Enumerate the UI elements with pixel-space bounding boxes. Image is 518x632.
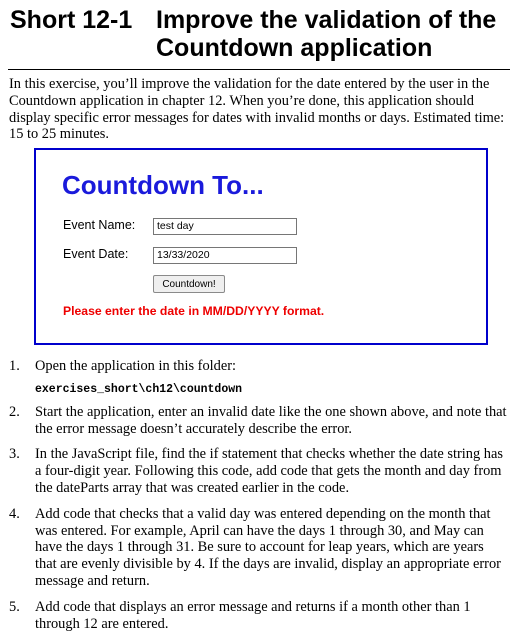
step-number: 4. bbox=[9, 505, 20, 522]
event-name-label: Event Name: bbox=[63, 218, 136, 232]
step-number: 2. bbox=[9, 403, 20, 420]
step-text: Add code that displays an error message and returns if a month other than 1 through 12 are entered. bbox=[35, 598, 471, 632]
step-text: Start the application, enter an invalid date like the one shown above, and note that the error message doesn’t accurately describe the error. bbox=[35, 403, 507, 437]
exercise-title: Improve the validation of the Countdown application bbox=[156, 6, 497, 62]
step-number: 5. bbox=[9, 598, 20, 615]
folder-path: exercises_short\ch12\countdown bbox=[35, 382, 243, 396]
step-text: Add code that checks that a valid day was entered depending on the month that was entered. For example, April can have the days 1 through 30, and May can have the days 1 through 31. Be sure to account for leap years, which are years that are evenly divisible by 4. If the days are invalid, display an appropriate error message and return. bbox=[35, 505, 501, 589]
exercise-header bbox=[10, 6, 508, 68]
step-number: 1. bbox=[9, 358, 20, 374]
intro-paragraph: In this exercise, you’ll improve the validation for the date entered by the user in the Countdown application in chapter 12. When you’re done, this application should display specific error messages for dates with invalid months or days. Estimated time: 15 to 25 minutes. bbox=[9, 76, 505, 143]
step-item bbox=[9, 404, 507, 438]
error-message: Please enter the date in MM/DD/YYYY format. bbox=[63, 304, 325, 318]
step-item bbox=[9, 358, 507, 397]
step-number: 3. bbox=[9, 446, 20, 463]
event-date-label: Event Date: bbox=[63, 247, 129, 261]
steps-list bbox=[9, 358, 507, 632]
exercise-number: Short 12-1 bbox=[10, 6, 133, 34]
step-item bbox=[9, 446, 507, 496]
header-divider bbox=[8, 69, 510, 70]
step-text: Open the application in this folder: bbox=[35, 358, 237, 374]
step-text: In the JavaScript file, find the if statement that checks whether the date string has a four-digit year. Following this code, add code that gets the month and day from the dateParts array that was created earlier in the code. bbox=[35, 446, 503, 496]
app-title: Countdown To... bbox=[62, 170, 264, 200]
event-name-input[interactable]: test day bbox=[153, 218, 297, 235]
countdown-app-screenshot bbox=[34, 148, 488, 345]
step-item bbox=[9, 599, 507, 632]
event-date-input[interactable]: 13/33/2020 bbox=[153, 247, 297, 264]
countdown-button[interactable]: Countdown! bbox=[153, 275, 225, 293]
step-item bbox=[9, 506, 507, 590]
